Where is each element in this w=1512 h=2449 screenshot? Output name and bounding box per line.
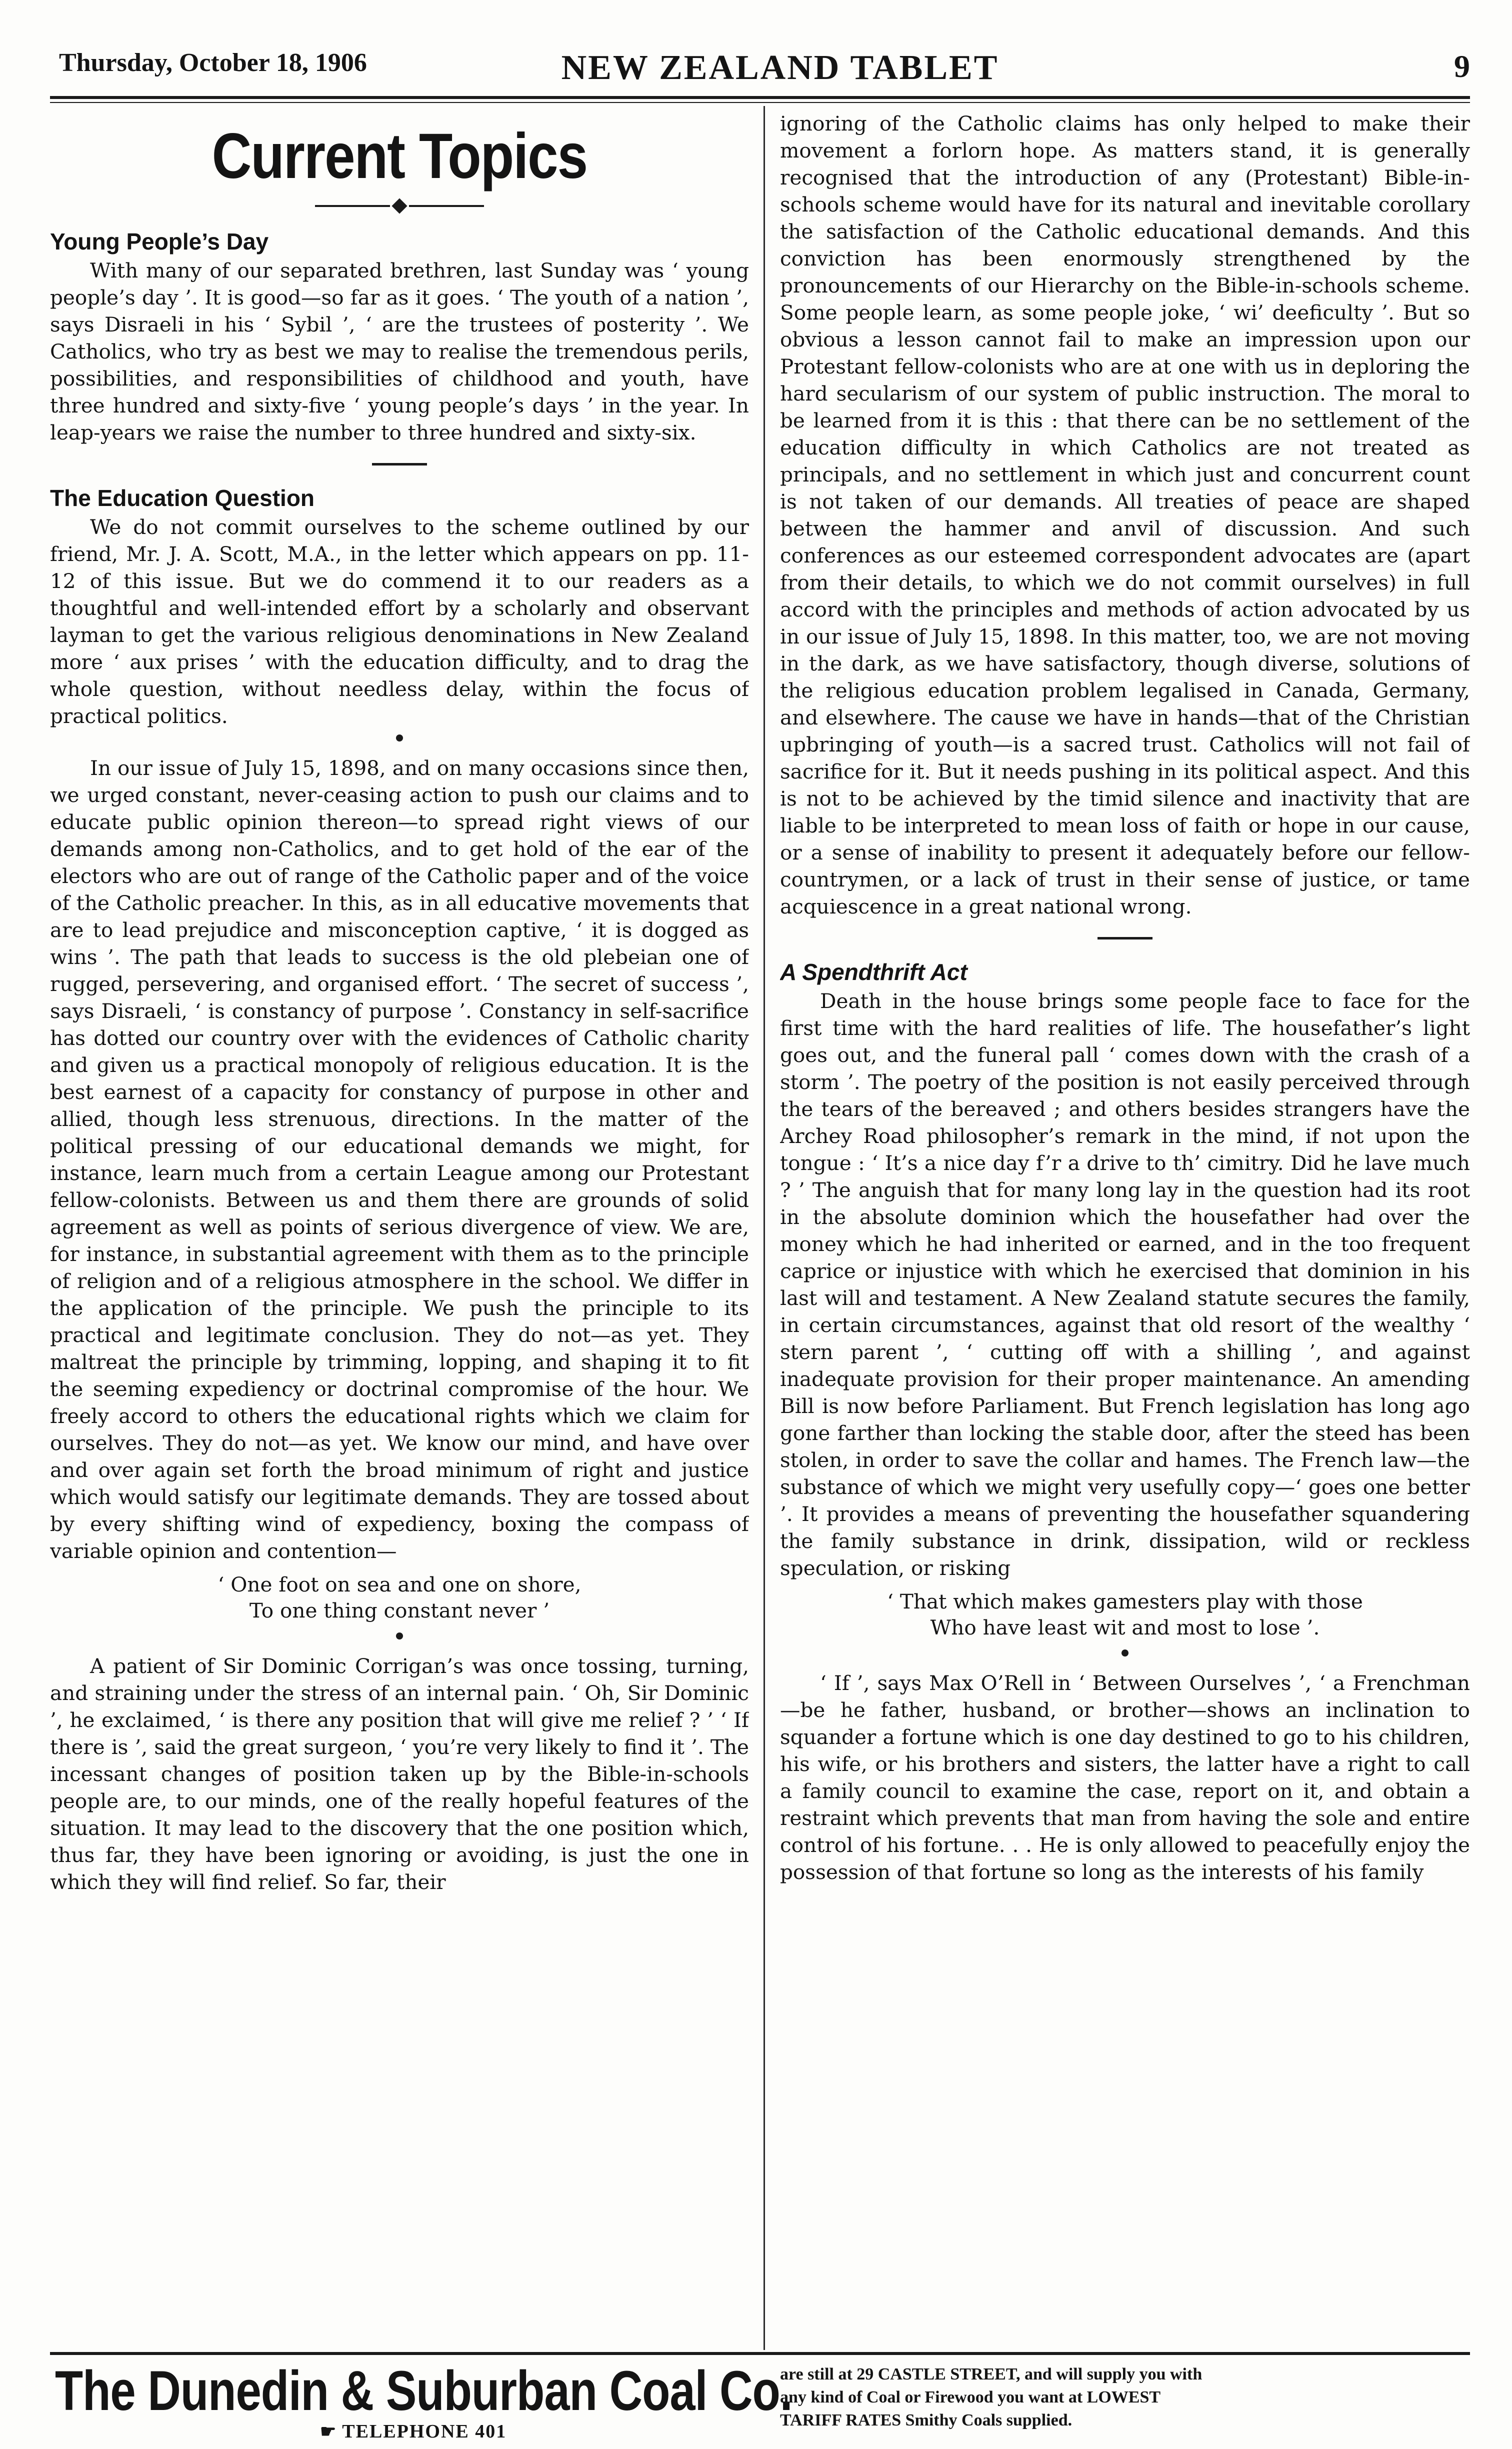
verse-quote bbox=[780, 1588, 1470, 1640]
verse-quote bbox=[50, 1572, 749, 1624]
paragraph: With many of our separated brethren, last Sunday was ‘ young people’s day ’. It is good—so far as it goes. ‘ The youth of a nation ’, says Disraeli in his ‘ Sybil ’, ‘ are the trustees of posterity ’. We Catholics, who try as best we may to realise the tremendous perils, possibilities, and responsibilities of childhood and youth, have three hundred and sixty-five ‘ young people’s days ’ in the year. In leap-years we raise the number to three hundred and sixty-six. bbox=[50, 258, 749, 444]
header-rule-thin bbox=[50, 102, 1470, 103]
right-column bbox=[780, 110, 1470, 2345]
column-divider bbox=[764, 106, 765, 2350]
left-column bbox=[50, 110, 749, 2345]
advertisement-line: are still at 29 CASTLE STREET, and will supply you with bbox=[780, 2365, 1202, 2384]
advertisement-company-name: The Dunedin & Suburban Coal Co. bbox=[55, 2360, 792, 2422]
heading-education-question: The Education Question bbox=[50, 485, 315, 511]
paragraph: We do not commit ourselves to the scheme outlined by our friend, Mr. J. A. Scott, M.A., in the letter which appears on pp. 11-12 of this issue. But we do commend it to our readers as a thoughtful and well-intended effort by a scholarly and observant layman to get the various religious denominations in New Zealand more ‘ aux prises ’ with the education difficulty, and to drag the whole question, without needless delay, within the focus of practical politics. bbox=[50, 515, 749, 728]
bullet-separator bbox=[1122, 1650, 1128, 1656]
verse-line: ‘ That which makes gamesters play with those bbox=[887, 1590, 1363, 1614]
header-date: Thursday, October 18, 1906 bbox=[59, 48, 367, 77]
section-dash bbox=[1098, 937, 1152, 940]
heading-young-peoples-day: Young People’s Day bbox=[50, 228, 269, 254]
section-dash bbox=[372, 463, 427, 466]
advertisement-line: any kind of Coal or Firewood you want at LOWEST bbox=[780, 2388, 1161, 2406]
advertisement-text bbox=[780, 2363, 1470, 2438]
heading-spendthrift-act: A Spendthrift Act bbox=[780, 959, 968, 985]
bullet-separator bbox=[396, 734, 403, 742]
publication-title: NEW ZEALAND TABLET bbox=[561, 48, 999, 87]
advertisement-line: TARIFF RATES Smithy Coals supplied. bbox=[780, 2411, 1072, 2430]
masthead-ornament bbox=[50, 196, 749, 216]
verse-line: To one thing constant never ’ bbox=[249, 1598, 550, 1622]
advertisement-rule bbox=[50, 2352, 1470, 2355]
page-number: 9 bbox=[1454, 48, 1470, 84]
paragraph: Death in the house brings some people face to face for the first time with the hard realities of life. The housefather’s light goes out, and the funeral pall ‘ comes down with the crash of a storm ’. The poetry of the position is not easily perceived through the tears of the bereaved ; and others besides strangers have the Archey Road philosopher’s remark in the mind, if not upon the tongue : ‘ It’s a nice day f’r a drive to th’ cimitry. Did he lave much ? ’ The anguish that for many long lay in the question had its root in the absolute dominion which the housefather had over the money which he had inherited or earned, and in the too frequent caprice or injustice with which he exercised that dominion in his last will and testament. A New Zealand statute secures the family, in certain circumstances, against that old resort of the wealthy ‘ stern parent ’, ‘ cutting off with a shilling ’, and against inadequate provision for their proper maintenance. An amending Bill is now before Parliament. But French legislation has long ago gone farther than locking the stable door, after the steed has been stolen, in order to save the collar and hames. The French law—the substance of which we might very usefully copy—‘ goes one better ’. It provides a means of preventing the housefather squandering the family substance in drink, dissipation, wild or reckless speculation, or risking bbox=[780, 989, 1470, 1580]
paragraph: A patient of Sir Dominic Corrigan’s was once tossing, turning, and straining under the stress of an internal pain. ‘ Oh, Sir Dominic ’, he exclaimed, ‘ is there any position that will give me relief ? ’ ‘ If there is ’, said the great surgeon, ‘ you’re very likely to find it ’. The incessant changes of position taken up by the Bible-in-schools people are, to our minds, one of the really hopeful features of the situation. It may lead to the discovery that the one position which, thus far, they have been ignoring or avoiding, is just the one in which they will find relief. So far, their bbox=[50, 1654, 749, 1894]
header-rule bbox=[50, 96, 1470, 99]
paragraph: ‘ If ’, says Max O’Rell in ‘ Between Ourselves ’, ‘ a Frenchman—be he father, husband, or brother—shows an inclination to squander a fortune which is one day destined to go to his children, his wife, or his brothers and sisters, the latter have a right to call a family council to examine the case, report on it, and obtain a restraint which prevents that man from having the sole and entire control of his fortune. . . He is only allowed to peacefully enjoy the possession of that fortune so long as the interests of his family bbox=[780, 1671, 1470, 1884]
pointing-hand-icon: ☛ bbox=[320, 2422, 338, 2442]
diamond-ornament-icon bbox=[392, 198, 407, 214]
masthead-current-topics: Current Topics bbox=[212, 120, 588, 192]
advertisement-telephone bbox=[320, 2419, 570, 2444]
paragraph: In our issue of July 15, 1898, and on many occasions since then, we urged constant, never-ceasing action to push our claims and to educate public opinion thereon—to spread right views of our demands among non-Catholics, and to get hold of the ear of the electors who are out of range of the Catholic paper and of the voice of the Catholic preacher. In this, as in all educative movements that are to lead prejudice and misconception captive, ‘ it is dogged as wins ’. The path that leads to success is the old plebeian one of rugged, persevering, and organised effort. ‘ The secret of success ’, says Disraeli, ‘ is constancy of purpose ’. Constancy in self-sacrifice has dotted our country over with the evidences of Catholic charity and given us a practical monopoly of religious education. It is the best earnest of a capacity for constancy of purpose in other and allied, though less strenuous, directions. In the matter of the political pressing of our educational demands we might, for instance, learn much from a certain League among our Protestant fellow-colonists. Between us and them there are grounds of solid agreement as well as points of serious divergence of view. We are, for instance, in substantial agreement with them as to the principle of religion and of a religious atmosphere in the school. We differ in the application of the principle. We push the principle to its practical and legitimate conclusion. They do not—as yet. They maltreat the principle by trimming, lopping, and shaping it to fit the seeming expediency or doctrinal compromise of the hour. We freely accord to others the educational rights which we claim for ourselves. They do not—as yet. We know our mind, and have over and over again set forth the broad minimum of right and justice which would satisfy our legitimate demands. They are tossed about by every shifting wind of expediency, boxing the compass of variable opinion and contention— bbox=[50, 756, 749, 1563]
verse-line: ‘ One foot on sea and one on shore, bbox=[218, 1572, 582, 1596]
telephone-text: TELEPHONE 401 bbox=[342, 2421, 507, 2442]
paragraph-continued: ignoring of the Catholic claims has only helped to make their movement a forlorn hope. As matters stand, it is generally recognised that the introduction of any (Protestant) Bible-in-schools scheme would have for its natural and inevitable corollary the satisfaction of the Catholic educational demands. And this conviction has been enormously strengthened by the pronouncements of our Hierarchy on the Bible-in-schools scheme. Some people learn, as some people joke, ‘ wi’ deeficulty ’. But so obvious a lesson cannot fail to make an impression upon our Protestant fellow-colonists who are at one with us in deploring the hard secularism of our system of public instruction. The moral to be learned from it is this : that there can be no settlement of the education difficulty in which Catholics are not treated as principals, and no settlement in which just and concurrent count is not taken of our demands. All treaties of peace are shaped between the hammer and anvil of discussion. And such conferences as our esteemed correspondent advocates are (apart from their details, to which we do not commit ourselves) in full accord with the principles and methods of action advocated by us in our issue of July 15, 1898. In this matter, too, we are not moving in the dark, as we have satisfactory, though diverse, solutions of the religious education problem legalised in Canada, Germany, and elsewhere. The cause we have in hands—that of the Christian upbringing of youth—is a sacred trust. Catholics will not fail of sacrifice for it. But it needs pushing in its political aspect. And this is not to be achieved by the timid silence and inactivity that are liable to be interpreted to mean loss of faith or hope in our cause, or a sense of inability to present it adequately before our fellow-countrymen, or a lack of trust in their sense of justice, or tame acquiescence in a great national wrong. bbox=[780, 112, 1470, 918]
bullet-separator bbox=[396, 1632, 403, 1640]
verse-line: Who have least wit and most to lose ’. bbox=[930, 1616, 1320, 1640]
